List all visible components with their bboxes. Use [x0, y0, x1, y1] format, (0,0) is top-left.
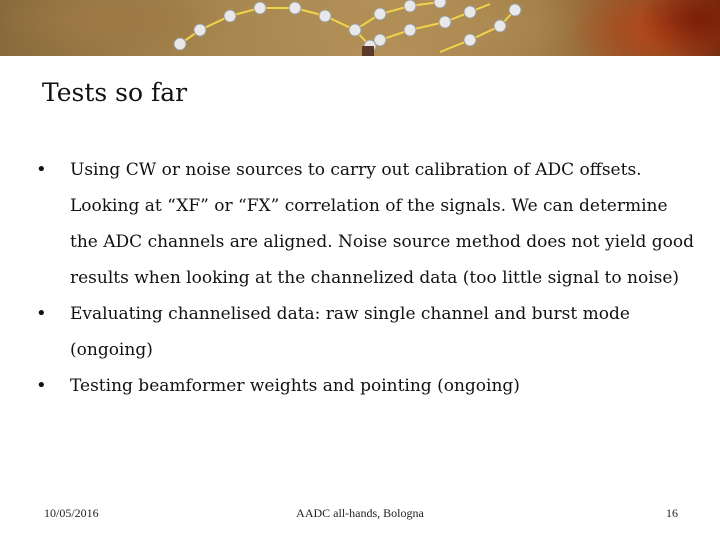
footer-date: 10/05/2016	[44, 506, 99, 520]
bullet-text: Testing beamformer weights and pointing (ongoing)	[70, 376, 520, 396]
page-number: 16	[666, 506, 678, 520]
bullet-icon: •	[36, 303, 47, 324]
bullet-item	[36, 152, 696, 296]
bullet-item	[36, 296, 696, 368]
slide-title: Tests so far	[42, 78, 188, 107]
bullet-text: Evaluating channelised data: raw single channel and burst mode (ongoing)	[70, 304, 630, 360]
bullet-item	[36, 368, 696, 404]
bullet-icon: •	[36, 159, 47, 180]
antenna-array-photo-icon	[0, 0, 720, 56]
header-banner-image	[0, 0, 720, 56]
bullet-list	[36, 152, 696, 404]
footer-event: AADC all-hands, Bologna	[296, 506, 424, 520]
bullet-text: Using CW or noise sources to carry out calibration of ADC offsets. Looking at “XF” or “FX” correlation of the signals. We can determine the ADC channels are aligned. Noise source method does not yield good results when looking at the channelized data (too little signal to noise)	[70, 160, 695, 288]
bullet-icon: •	[36, 375, 47, 396]
